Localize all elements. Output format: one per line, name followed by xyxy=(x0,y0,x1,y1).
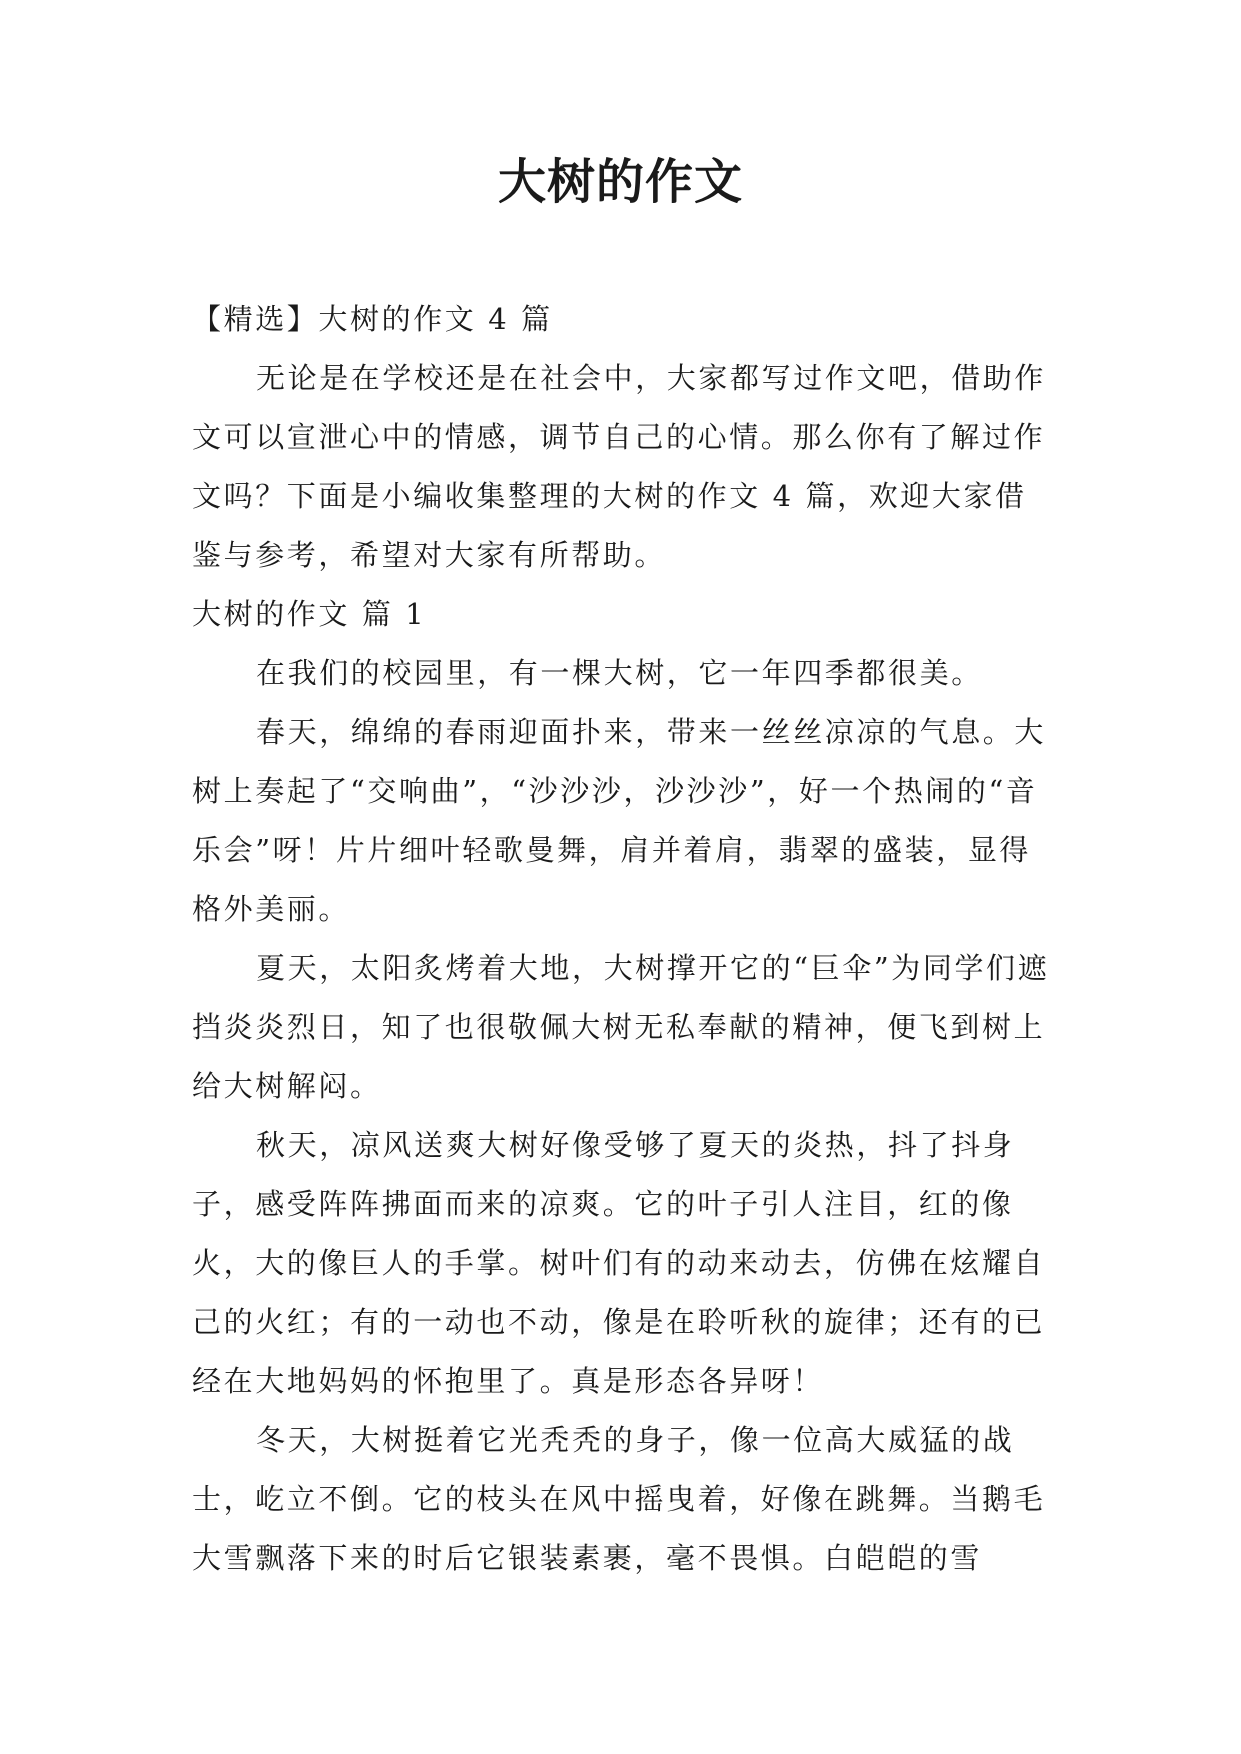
paragraph-4: 秋天，凉风送爽大树好像受够了夏天的炎热，抖了抖身子，感受阵阵拂面而来的凉爽。它的叶子引人注目，红的像火，大的像巨人的手掌。树叶们有的动来动去，仿佛在炫耀自己的火红；有的一动也不动，像是在聆听秋的旋律；还有的已经在大地妈妈的怀抱里了。真是形态各异呀！ xyxy=(192,1128,1046,1398)
paragraph-3: 夏天，太阳炙烤着大地，大树撑开它的“巨伞”为同学们遮挡炎炎烈日，知了也很敬佩大树无私奉献的精神，便飞到树上给大树解闷。 xyxy=(192,951,1050,1103)
document-body xyxy=(192,290,1052,1588)
intro-paragraph: 无论是在学校还是在社会中，大家都写过作文吧，借助作文可以宣泄心中的情感，调节自己的心情。那么你有了解过作文吗？下面是小编收集整理的大树的作文 4 篇，欢迎大家借鉴与参考，希望对大家有所帮助。 xyxy=(192,361,1047,572)
section-heading: 大树的作文 篇 1 xyxy=(192,597,427,631)
page-title: 大树的作文 xyxy=(497,154,743,210)
paragraph-5: 冬天，大树挺着它光秃秃的身子，像一位高大威猛的战士，屹立不倒。它的枝头在风中摇曳着，好像在跳舞。当鹅毛大雪飘落下来的时后它银装素裹，毫不畏惧。白皑皑的雪 xyxy=(192,1423,1046,1575)
paragraph-2: 春天，绵绵的春雨迎面扑来，带来一丝丝凉凉的气息。大树上奏起了“交响曲”，“沙沙沙，沙沙沙”，好一个热闹的“音乐会”呀！片片细叶轻歌曼舞，肩并着肩，翡翠的盛装，显得格外美丽。 xyxy=(192,715,1047,926)
subtitle-line: 【精选】大树的作文 4 篇 xyxy=(192,302,553,336)
paragraph-1: 在我们的校园里，有一棵大树，它一年四季都很美。 xyxy=(256,656,983,690)
